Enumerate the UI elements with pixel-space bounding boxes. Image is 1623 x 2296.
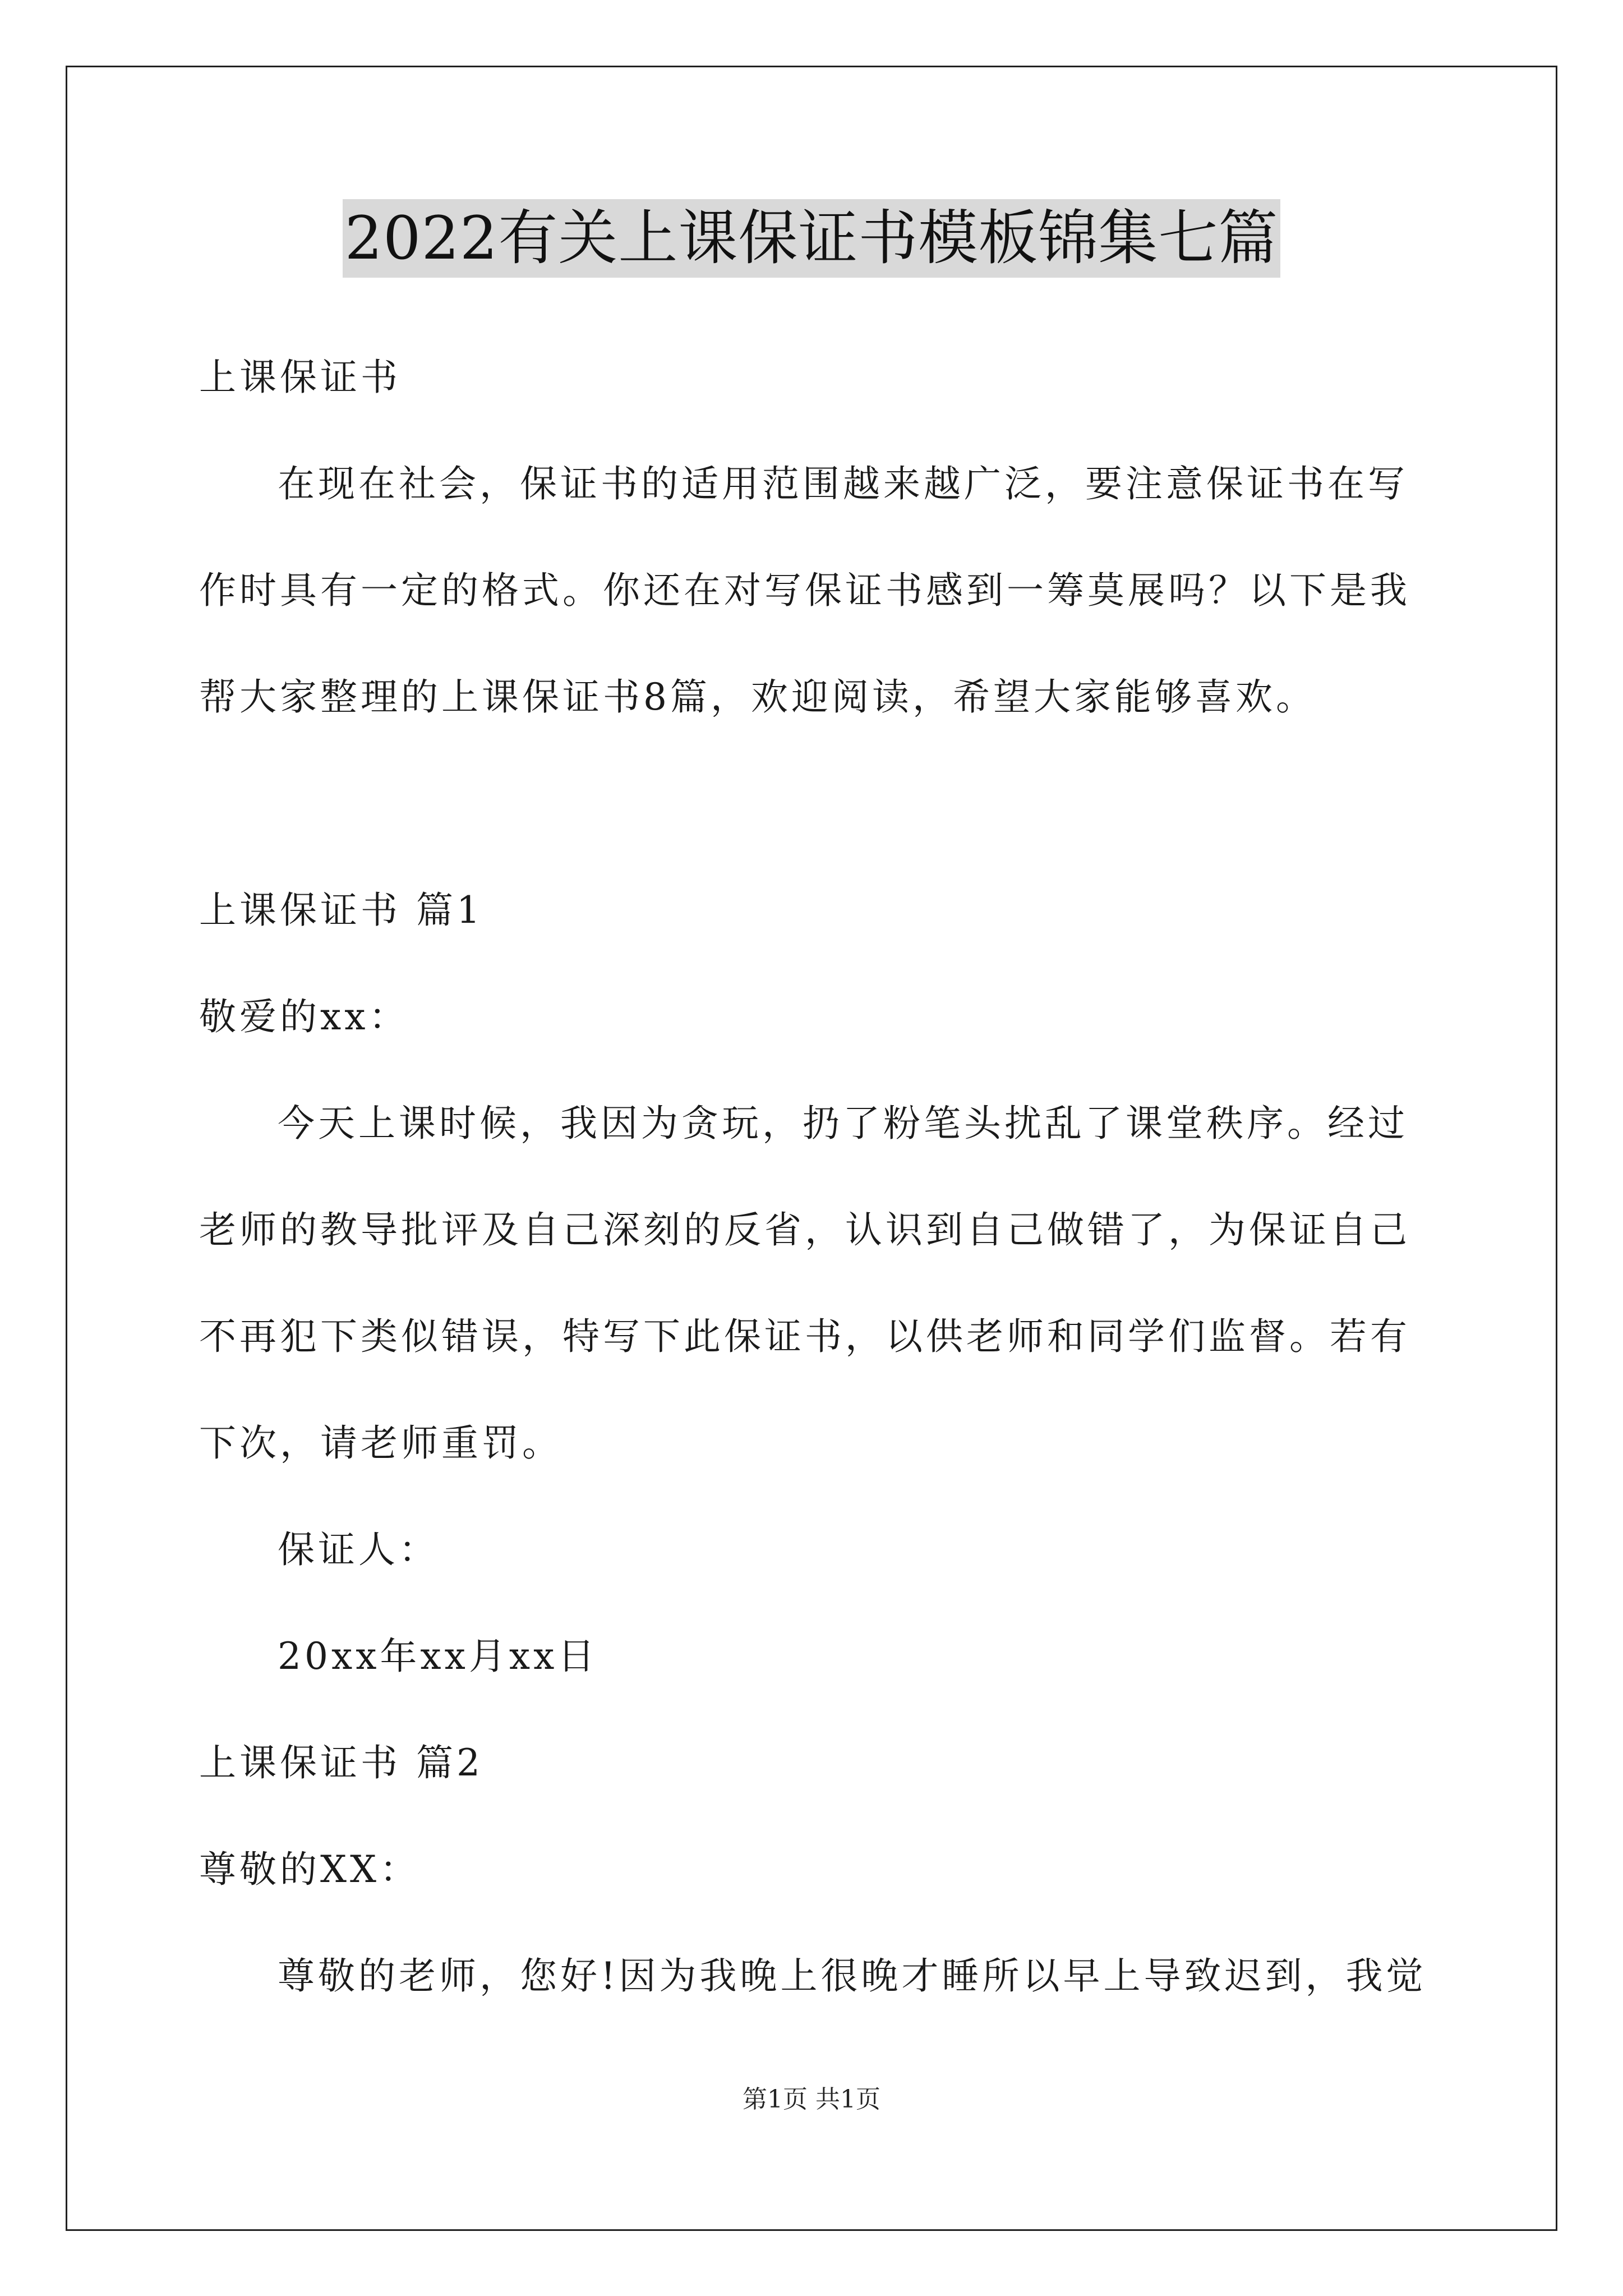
body-line: 下次，请老师重罚。: [199, 1421, 562, 1465]
section-heading-1: 上课保证书 篇1: [199, 889, 483, 932]
signer-label: 保证人：: [278, 1528, 439, 1571]
salutation-1: 敬爱的xx：: [199, 995, 409, 1038]
body-line: 今天上课时候，我因为贪玩，扔了粉笔头扰乱了课堂秩序。经过: [278, 1102, 1408, 1145]
date-line: 20xx年xx月xx日: [278, 1635, 598, 1678]
page-footer: 第1页 共1页: [743, 2085, 880, 2114]
intro-heading: 上课保证书: [199, 356, 401, 399]
intro-line: 在现在社会，保证书的适用范围越来越广泛，要注意保证书在写: [278, 462, 1408, 505]
document-title: 2022有关上课保证书模板锦集七篇: [343, 199, 1281, 278]
salutation-2: 尊敬的XX：: [199, 1848, 420, 1891]
section-heading-2: 上课保证书 篇2: [199, 1741, 483, 1784]
intro-line: 帮大家整理的上课保证书8篇，欢迎阅读，希望大家能够喜欢。: [199, 675, 1316, 719]
title-container: [0, 199, 1623, 278]
body-line: 不再犯下类似错误，特写下此保证书，以供老师和同学们监督。若有: [199, 1315, 1410, 1358]
intro-line: 作时具有一定的格式。你还在对写保证书感到一筹莫展吗？以下是我: [199, 569, 1410, 612]
body-line: 老师的教导批评及自己深刻的反省，认识到自己做错了，为保证自己: [199, 1208, 1410, 1251]
body-line: 尊敬的老师，您好!因为我晚上很晚才睡所以早上导致迟到，我觉: [278, 1954, 1427, 1998]
